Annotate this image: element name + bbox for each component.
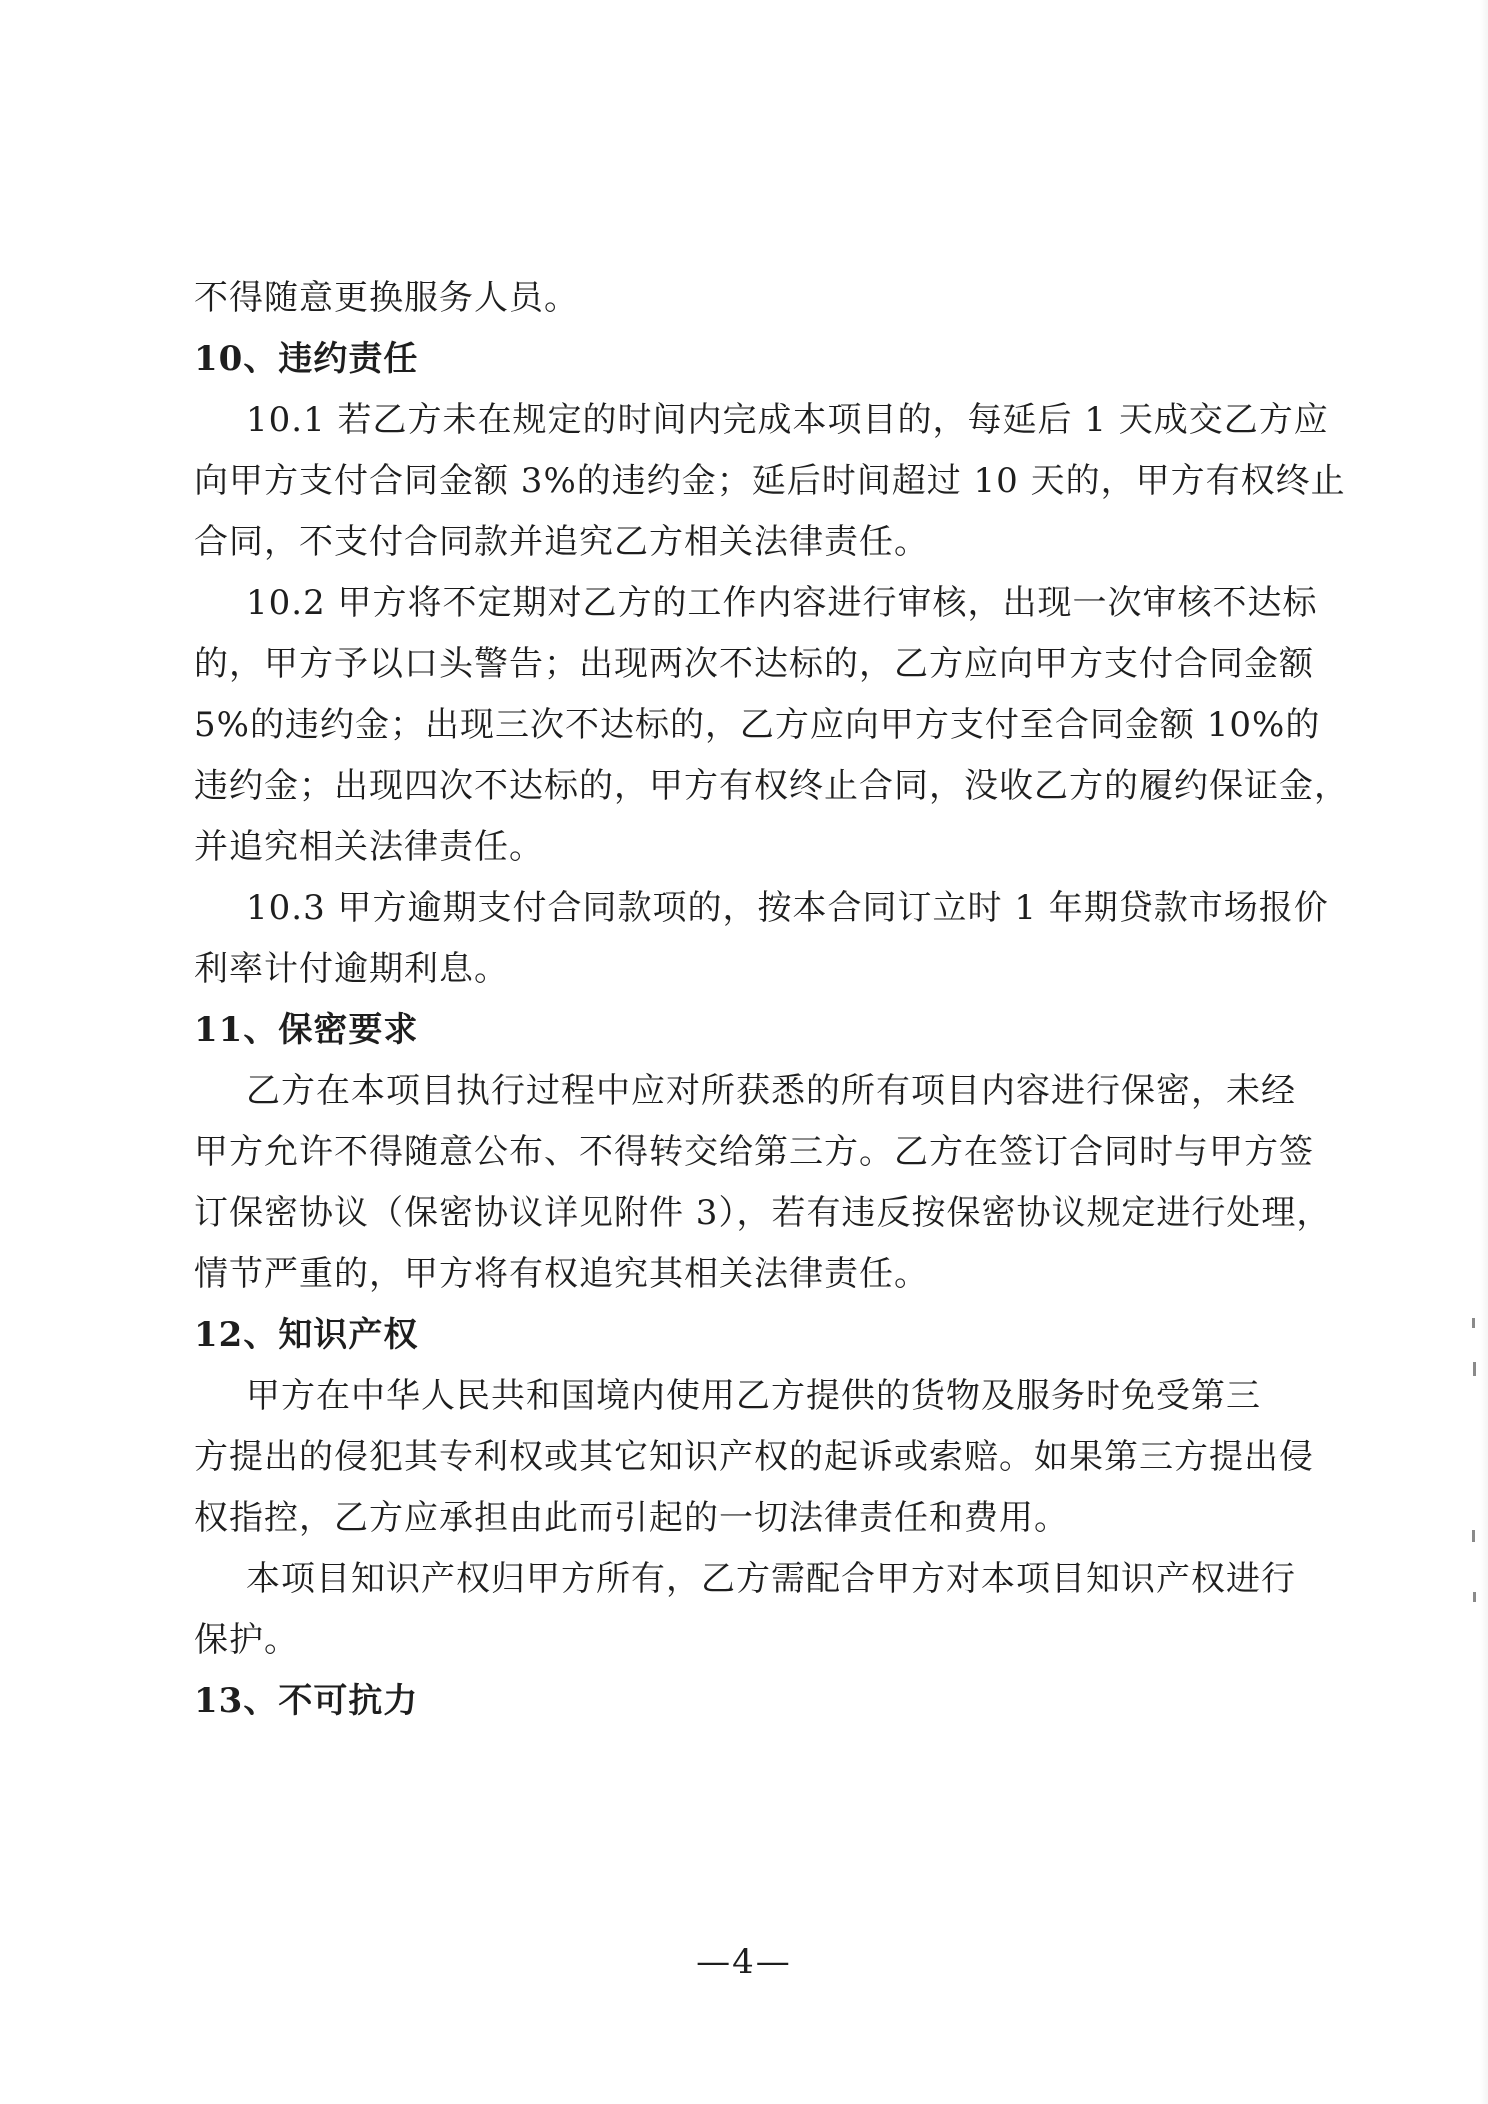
paragraph-12-2-line: 保护。	[194, 1620, 299, 1660]
paragraph-12-1-line: 方提出的侵犯其专利权或其它知识产权的起诉或索赔。如果第三方提出侵	[194, 1437, 1314, 1477]
paragraph-11-line: 订保密协议（保密协议详见附件 3），若有违反按保密协议规定进行处理，	[194, 1193, 1332, 1233]
paragraph-11-line: 甲方允许不得随意公布、不得转交给第三方。乙方在签订合同时与甲方签	[194, 1132, 1314, 1172]
page-edge-shading	[1480, 0, 1488, 2104]
paragraph-10-1-line: 合同，不支付合同款并追究乙方相关法律责任。	[194, 522, 929, 562]
body-line: 不得随意更换服务人员。	[194, 278, 579, 318]
section-heading-10: 10、违约责任	[194, 339, 419, 379]
scan-edge-mark	[1472, 1530, 1475, 1542]
scan-edge-mark	[1473, 1592, 1476, 1602]
paragraph-10-2-line: 10.2 甲方将不定期对乙方的工作内容进行审核，出现一次审核不达标	[246, 583, 1318, 623]
page-number: —4—	[696, 1942, 792, 1982]
paragraph-10-2-line: 5%的违约金；出现三次不达标的，乙方应向甲方支付至合同金额 10%的	[194, 705, 1321, 745]
paragraph-10-2-line: 违约金；出现四次不达标的，甲方有权终止合同，没收乙方的履约保证金，	[194, 766, 1349, 806]
paragraph-11-line: 情节严重的，甲方将有权追究其相关法律责任。	[194, 1254, 929, 1294]
paragraph-12-1-line: 权指控，乙方应承担由此而引起的一切法律责任和费用。	[194, 1498, 1069, 1538]
paragraph-10-2-line: 并追究相关法律责任。	[194, 827, 544, 867]
section-heading-12: 12、知识产权	[194, 1315, 419, 1355]
paragraph-10-1-line: 10.1 若乙方未在规定的时间内完成本项目的，每延后 1 天成交乙方应	[246, 400, 1329, 440]
scan-edge-mark	[1473, 1362, 1476, 1376]
paragraph-10-2-line: 的，甲方予以口头警告；出现两次不达标的，乙方应向甲方支付合同金额	[194, 644, 1314, 684]
document-body	[194, 268, 1349, 1732]
section-heading-13: 13、不可抗力	[194, 1681, 419, 1721]
paragraph-11-line: 乙方在本项目执行过程中应对所获悉的所有项目内容进行保密，未经	[246, 1071, 1296, 1111]
paragraph-10-3-line: 10.3 甲方逾期支付合同款项的，按本合同订立时 1 年期贷款市场报价	[246, 888, 1329, 928]
section-heading-11: 11、保密要求	[194, 1010, 419, 1050]
paragraph-12-2-line: 本项目知识产权归甲方所有，乙方需配合甲方对本项目知识产权进行	[246, 1559, 1296, 1599]
paragraph-10-3-line: 利率计付逾期利息。	[194, 949, 509, 989]
paragraph-10-1-line: 向甲方支付合同金额 3%的违约金；延后时间超过 10 天的，甲方有权终止	[194, 461, 1346, 501]
paragraph-12-1-line: 甲方在中华人民共和国境内使用乙方提供的货物及服务时免受第三	[246, 1376, 1261, 1416]
scan-edge-mark	[1472, 1318, 1475, 1328]
